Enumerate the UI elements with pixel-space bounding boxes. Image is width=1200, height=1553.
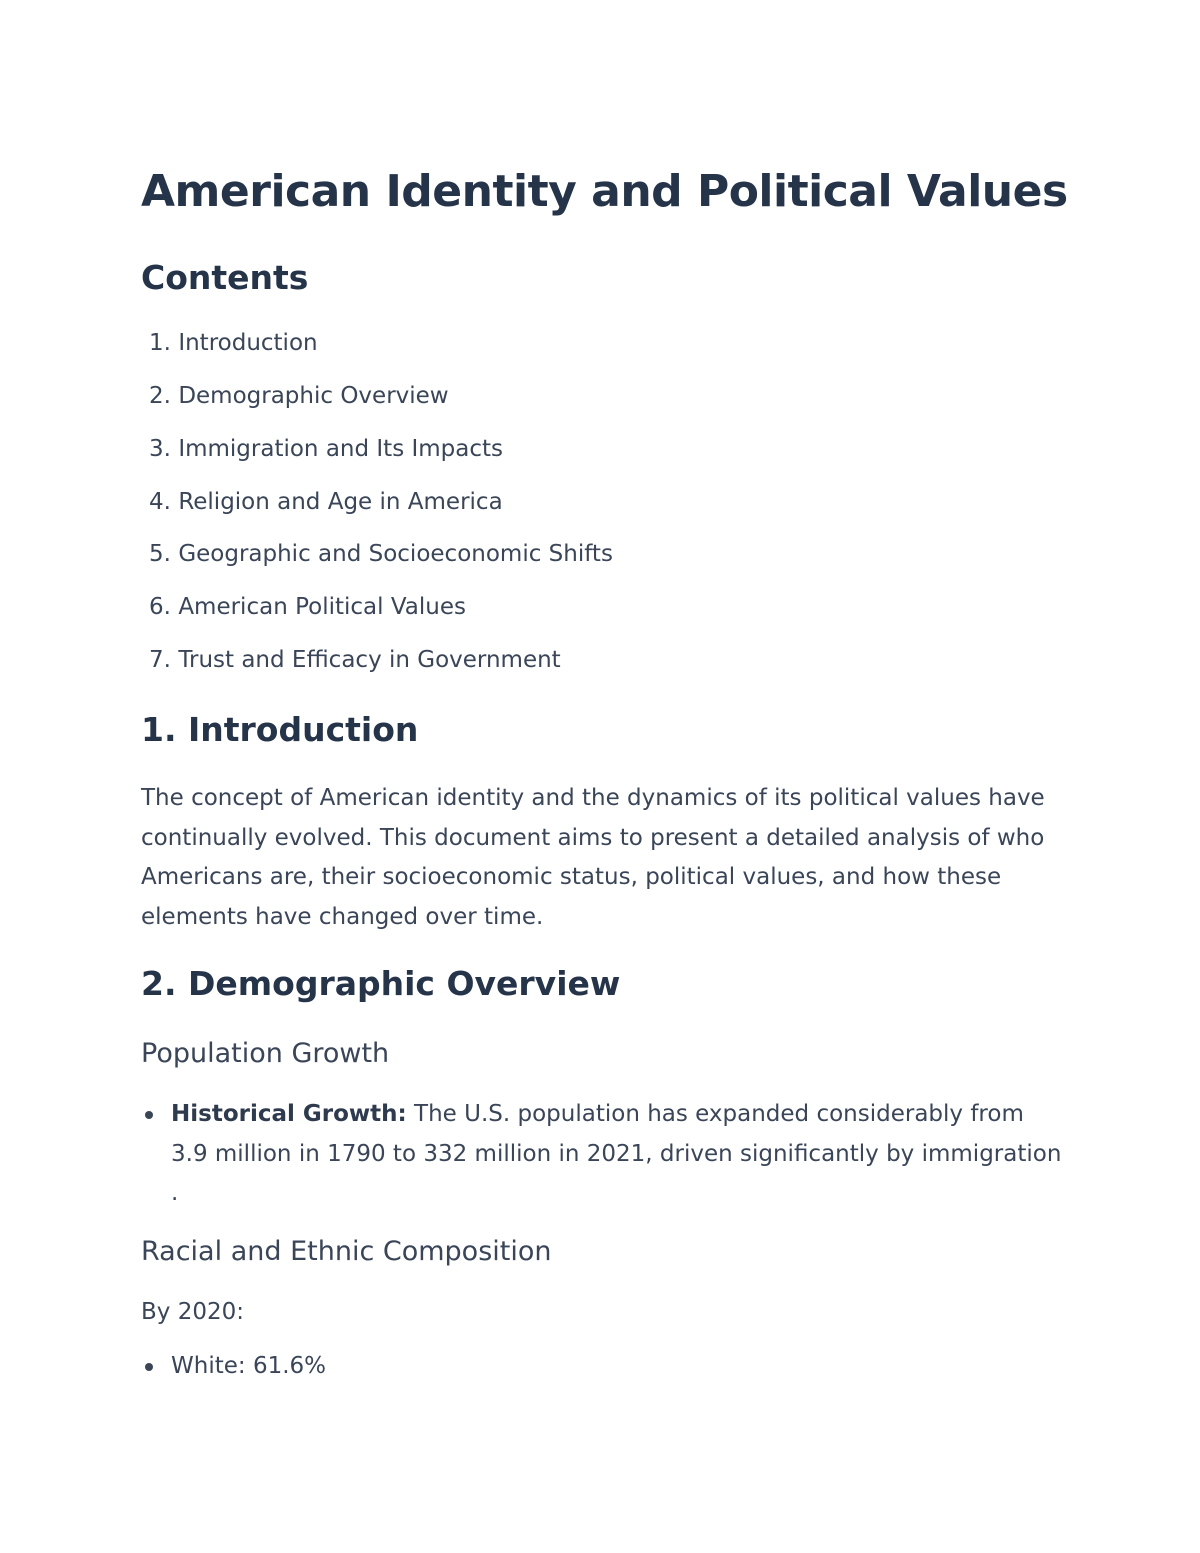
toc-item-introduction[interactable] [141,330,318,356]
toc-item-religion-and-age[interactable] [141,489,503,515]
bullet-body: The U.S. population has expanded considerably from 3.9 million in 1790 to 332 million in 2021, driven significantly by immigration . [171,1101,1062,1206]
introduction-paragraph: The concept of American identity and the dynamics of its political values have continually evolved. This document aims to present a detailed analysis of who Americans are, their socioeconomic status, political values, and how these elements have changed over time. [141,785,1045,930]
contents-heading: Contents [141,258,309,297]
subheading-racial-ethnic: Racial and Ethnic Composition [141,1236,552,1267]
toc-item-trust-efficacy[interactable] [141,647,561,673]
toc-item-number: 7. [149,647,171,673]
toc-item-number: 4. [149,489,171,515]
bullet-icon [145,1111,153,1119]
bullet-label: Historical Growth: [171,1101,407,1127]
list-item [141,1095,1066,1214]
racial-intro: By 2020: [141,1299,244,1325]
toc-item-number: 2. [149,383,171,409]
bullet-text: White: 61.6% [171,1353,327,1379]
toc-item-immigration[interactable] [141,436,503,462]
bullet-text [171,1095,1066,1214]
toc-item-label: Religion and Age in America [178,489,503,515]
toc-item-number: 6. [149,594,171,620]
toc-item-number: 3. [149,436,171,462]
toc-item-number: 5. [149,541,171,567]
toc-item-label: Demographic Overview [178,383,449,409]
toc-item-label: Geographic and Socioeconomic Shifts [178,541,613,567]
toc-item-label: Immigration and Its Impacts [178,436,504,462]
toc-item-geographic-socioeconomic[interactable] [141,541,613,567]
list-item [141,1347,1066,1387]
bullet-icon [145,1363,153,1371]
toc-item-demographic-overview[interactable] [141,383,449,409]
section-heading-introduction: 1. Introduction [141,710,419,749]
toc-item-label: Trust and Efficacy in Government [178,647,561,673]
subheading-population-growth: Population Growth [141,1038,390,1069]
toc-item-label: American Political Values [178,594,466,620]
section-heading-demographic: 2. Demographic Overview [141,964,621,1003]
toc-item-number: 1. [149,330,171,356]
toc-item-political-values[interactable] [141,594,466,620]
toc-item-label: Introduction [178,330,318,356]
document-title: American Identity and Political Values [141,166,1068,217]
